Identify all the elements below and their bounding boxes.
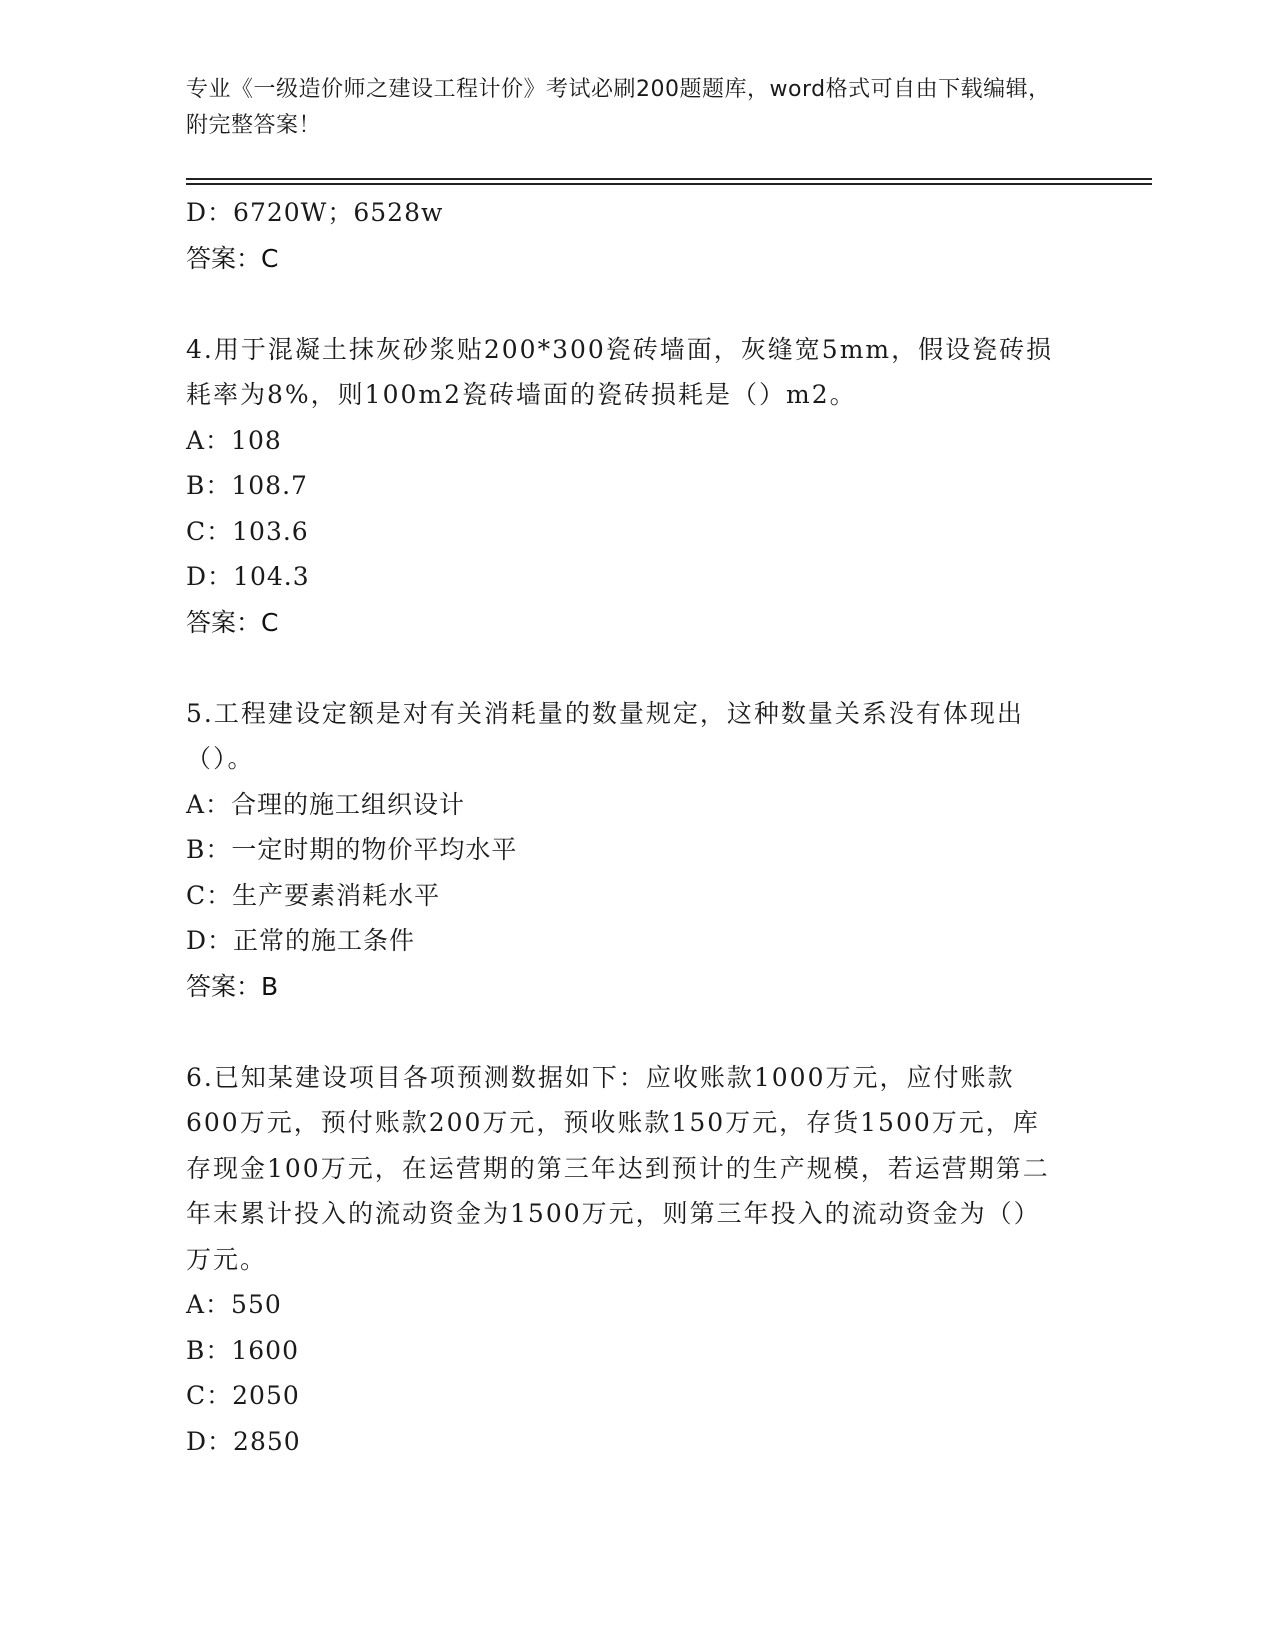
option-c: C：103.6 <box>186 516 309 546</box>
option-c: C：生产要素消耗水平 <box>186 880 441 910</box>
header-rule-top <box>186 178 1152 180</box>
prev-option-d: D：6720W；6528w <box>186 198 444 227</box>
question-4 <box>186 327 1086 646</box>
page-header <box>186 72 1066 144</box>
option-b: B：1600 <box>186 1335 299 1365</box>
option-d: D：104.3 <box>186 562 310 591</box>
question-5 <box>186 691 1086 1010</box>
option-d: D：2850 <box>186 1426 301 1456</box>
option-d: D：正常的施工条件 <box>186 926 416 955</box>
answer: 答案：B <box>186 971 279 1001</box>
header-rule-bottom <box>186 183 1152 185</box>
spacer <box>186 645 1086 691</box>
option-a: A：合理的施工组织设计 <box>186 789 466 819</box>
question-stem: 5.工程建设定额是对有关消耗量的数量规定，这种数量关系没有体现出（）。 <box>186 698 1024 773</box>
spacer <box>186 1009 1086 1055</box>
prev-answer: 答案：C <box>186 243 279 273</box>
header-text: 专业《一级造价师之建设工程计价》考试必刷200题题库，word格式可自由下载编辑，附完整答案！ <box>186 77 1051 138</box>
question-stem: 4.用于混凝土抹灰砂浆贴200*300瓷砖墙面，灰缝宽5mm，假设瓷砖损耗率为8%，则100m2瓷砖墙面的瓷砖损耗是（）m2。 <box>186 334 1054 409</box>
question-6 <box>186 1055 1086 1465</box>
question-stem: 6.已知某建设项目各项预测数据如下：应收账款1000万元，应付账款600万元，预付账款200万元，预收账款150万元，存货1500万元，库存现金100万元，在运营期的第三年达到预计的生产规模，若运营期第二年末累计投入的流动资金为1500万元，则第三年投入的流动资金为（）万元。 <box>186 1062 1050 1274</box>
option-c: C：2050 <box>186 1381 300 1410</box>
document-body <box>186 190 1086 1464</box>
option-a: A：108 <box>186 425 282 455</box>
option-a: A：550 <box>186 1290 282 1319</box>
option-b: B：一定时期的物价平均水平 <box>186 835 518 864</box>
answer: 答案：C <box>186 607 279 637</box>
spacer <box>186 281 1086 327</box>
option-b: B：108.7 <box>186 471 308 500</box>
